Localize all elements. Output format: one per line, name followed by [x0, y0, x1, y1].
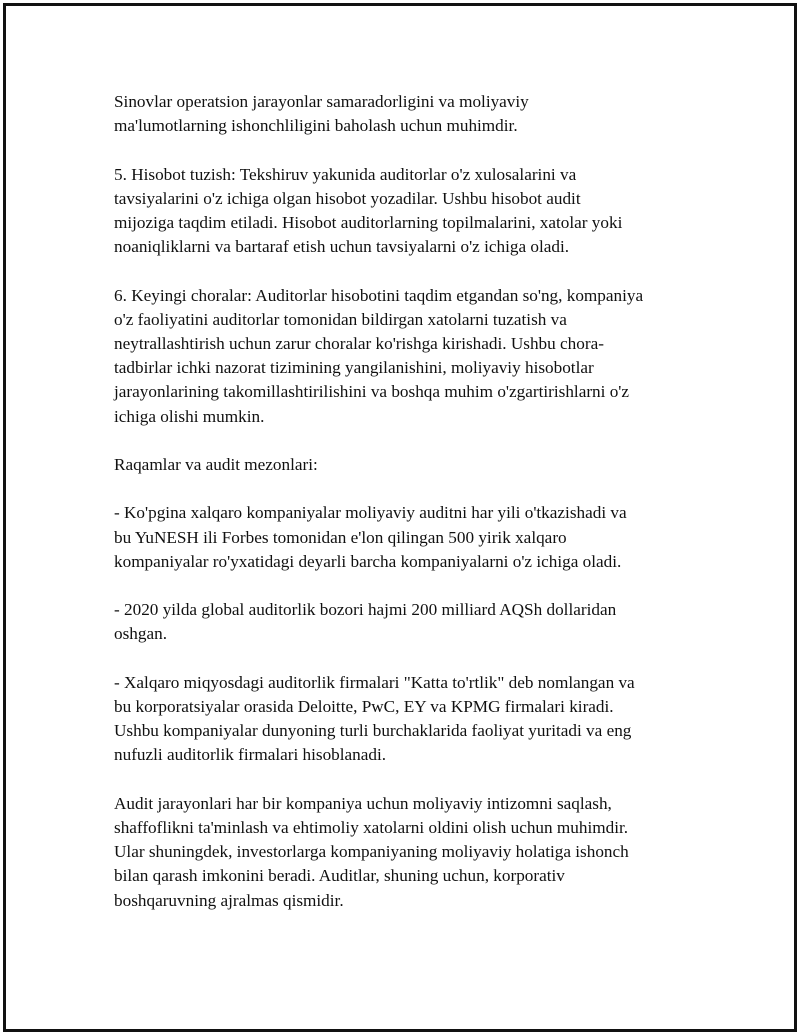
bullet-market-size: [114, 598, 694, 646]
text-line: Audit jarayonlari har bir kompaniya uchun moliyaviy intizomni saqlash,: [114, 793, 612, 813]
paragraph-step-5-report: [114, 163, 694, 260]
text-line: tadbirlar ichki nazorat tizimining yangilanishini, moliyaviy hisobotlar: [114, 358, 594, 378]
text-line: - 2020 yilda global auditorlik bozori hajmi 200 milliard AQSh dollaridan: [114, 600, 617, 620]
text-line: mijoziga taqdim etiladi. Hisobot auditorlarning topilmalarini, xatolar yoki: [114, 213, 623, 232]
paragraph-tests-intro: [114, 90, 694, 138]
text-line: nufuzli auditorlik firmalari hisoblanadi.: [114, 745, 387, 765]
text-line: 6. Keyingi choralar: Auditorlar hisobotini taqdim etgandan so'ng, kompaniya: [114, 285, 644, 305]
document-body: [114, 90, 694, 937]
text-line: ichiga olishi mumkin.: [114, 406, 265, 426]
text-line: ma'lumotlarning ishonchliligini baholash uchun muhimdir.: [114, 116, 518, 136]
paragraph-conclusion: [114, 792, 694, 913]
text-line: - Xalqaro miqyosdagi auditorlik firmalari "Katta to'rtlik" deb nomlangan va: [114, 672, 635, 692]
text-line: - Ko'pgina xalqaro kompaniyalar moliyaviy auditni har yili o'tkazishadi va: [114, 503, 627, 523]
text-line: o'z faoliyatini auditorlar tomonidan bildirgan xatolarni tuzatish va: [114, 309, 567, 329]
text-line: tavsiyalarini o'z ichiga olgan hisobot yozadilar. Ushbu hisobot audit: [114, 188, 581, 208]
text-line: Sinovlar operatsion jarayonlar samaradorligini va moliyaviy: [114, 92, 529, 111]
bullet-international-companies: [114, 501, 694, 574]
paragraph-step-6-followup: [114, 284, 694, 429]
text-line: kompaniyalar ro'yxatidagi deyarli barcha kompaniyalarni o'z ichiga oladi.: [114, 551, 622, 571]
section-heading-figures: [114, 453, 694, 477]
text-line: shaffoflikni ta'minlash va ehtimoliy xatolarni oldini olish uchun muhimdir.: [114, 817, 629, 837]
text-line: noaniqliklarni va bartaraf etish uchun tavsiyalarni o'z ichiga oladi.: [114, 237, 570, 257]
text-line: neytrallashtirish uchun zarur choralar ko'rishga kirishadi. Ushbu chora-: [114, 334, 604, 353]
text-line: Raqamlar va audit mezonlari:: [114, 455, 318, 474]
text-line: jarayonlarining takomillashtirilishini va boshqa muhim o'zgartirishlarni o'z: [114, 382, 630, 402]
bullet-big-four: [114, 671, 694, 768]
text-line: boshqaruvning ajralmas qismidir.: [114, 890, 344, 910]
text-line: bu korporatsiyalar orasida Deloitte, PwC, EY va KPMG firmalari kiradi.: [114, 696, 614, 716]
text-line: 5. Hisobot tuzish: Tekshiruv yakunida auditorlar o'z xulosalarini va: [114, 164, 577, 184]
text-line: bu YuNESH ili Forbes tomonidan e'lon qilingan 500 yirik xalqaro: [114, 527, 567, 547]
text-line: Ular shuningdek, investorlarga kompaniyaning moliyaviy holatiga ishonch: [114, 842, 629, 862]
text-line: Ushbu kompaniyalar dunyoning turli burchaklarida faoliyat yuritadi va eng: [114, 721, 632, 741]
text-line: bilan qarash imkonini beradi. Auditlar, shuning uchun, korporativ: [114, 866, 565, 886]
text-line: oshgan.: [114, 624, 167, 644]
